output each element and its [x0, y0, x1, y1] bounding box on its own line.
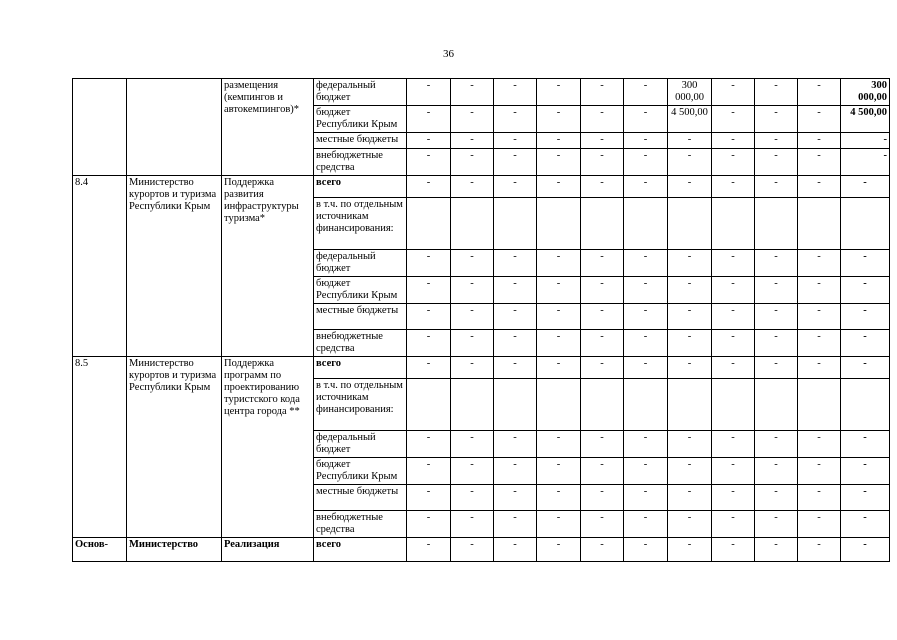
value-cell: -	[451, 304, 494, 330]
empty-cell	[494, 379, 537, 431]
value-cell: -	[537, 250, 581, 277]
value-cell: -	[668, 538, 712, 562]
source-total-cell: всего	[314, 538, 407, 562]
value-cell: -	[494, 485, 537, 511]
executor-cell: Министерство	[127, 538, 222, 562]
value-cell: -	[624, 458, 668, 485]
executor-cell	[127, 79, 222, 176]
value-cell: -	[407, 250, 451, 277]
value-cell: -	[537, 330, 581, 357]
value-cell: -	[668, 357, 712, 379]
activity-cell: размещения (кемпингов и автокемпингов)*	[222, 79, 314, 176]
value-cell: -	[494, 431, 537, 458]
value-cell: -	[624, 304, 668, 330]
value-cell: -	[494, 250, 537, 277]
value-cell: 4 500,00	[668, 106, 712, 133]
value-cell: -	[537, 357, 581, 379]
empty-cell	[798, 379, 841, 431]
value-cell: -	[668, 511, 712, 538]
value-cell: -	[712, 330, 755, 357]
value-cell: -	[624, 133, 668, 149]
value-cell: -	[451, 277, 494, 304]
empty-cell	[581, 379, 624, 431]
source-cell: бюджет Республики Крым	[314, 106, 407, 133]
value-cell: -	[841, 133, 890, 149]
value-cell: -	[755, 538, 798, 562]
activity-cell: Реализация	[222, 538, 314, 562]
empty-cell	[712, 198, 755, 250]
value-cell: -	[841, 458, 890, 485]
value-cell: -	[841, 431, 890, 458]
source-cell: местные бюджеты	[314, 304, 407, 330]
budget-table	[72, 78, 890, 562]
value-cell: -	[537, 485, 581, 511]
value-cell: -	[841, 511, 890, 538]
value-cell: -	[581, 485, 624, 511]
value-cell: -	[494, 511, 537, 538]
value-cell: -	[451, 485, 494, 511]
value-cell: -	[798, 133, 841, 149]
value-cell: -	[494, 277, 537, 304]
source-cell: местные бюджеты	[314, 133, 407, 149]
value-cell: -	[537, 538, 581, 562]
value-cell: -	[841, 330, 890, 357]
value-cell: -	[798, 176, 841, 198]
value-cell: -	[451, 431, 494, 458]
source-cell: внебюджетные средства	[314, 330, 407, 357]
number-cell: 8.5	[73, 357, 127, 538]
empty-cell	[755, 379, 798, 431]
value-cell: -	[581, 250, 624, 277]
value-cell: -	[712, 357, 755, 379]
value-cell: -	[494, 304, 537, 330]
value-cell: -	[581, 79, 624, 106]
value-cell: -	[494, 330, 537, 357]
value-cell: -	[798, 458, 841, 485]
empty-cell	[841, 198, 890, 250]
value-cell: -	[624, 485, 668, 511]
empty-cell	[451, 198, 494, 250]
value-cell: -	[451, 458, 494, 485]
value-cell: 300 000,00	[668, 79, 712, 106]
value-cell: -	[841, 538, 890, 562]
value-cell: -	[755, 277, 798, 304]
value-cell: -	[494, 79, 537, 106]
value-cell: -	[841, 277, 890, 304]
value-cell: -	[668, 458, 712, 485]
value-cell: -	[624, 250, 668, 277]
value-cell: -	[624, 106, 668, 133]
value-cell: -	[712, 79, 755, 106]
value-cell: -	[407, 277, 451, 304]
value-cell: -	[451, 330, 494, 357]
value-cell: -	[755, 304, 798, 330]
value-cell: -	[624, 79, 668, 106]
value-cell: -	[755, 149, 798, 176]
empty-cell	[407, 379, 451, 431]
value-cell: -	[712, 511, 755, 538]
source-cell: бюджет Республики Крым	[314, 458, 407, 485]
value-cell: -	[537, 511, 581, 538]
value-cell: -	[712, 106, 755, 133]
value-cell: -	[581, 431, 624, 458]
value-cell: -	[755, 511, 798, 538]
executor-cell: Министерство курортов и туризма Республики Крым	[127, 176, 222, 357]
value-cell: -	[755, 250, 798, 277]
empty-cell	[624, 198, 668, 250]
value-cell: -	[798, 511, 841, 538]
value-cell: -	[712, 538, 755, 562]
empty-cell	[841, 379, 890, 431]
value-cell: -	[624, 538, 668, 562]
table-row	[73, 79, 890, 106]
value-cell: -	[755, 79, 798, 106]
table-row	[73, 357, 890, 379]
value-cell: 4 500,00	[841, 106, 890, 133]
value-cell: -	[755, 106, 798, 133]
value-cell: -	[798, 357, 841, 379]
empty-cell	[624, 379, 668, 431]
value-cell: -	[494, 357, 537, 379]
value-cell: -	[798, 79, 841, 106]
empty-cell	[451, 379, 494, 431]
value-cell: -	[755, 485, 798, 511]
value-cell: -	[407, 458, 451, 485]
value-cell: -	[624, 511, 668, 538]
value-cell: -	[581, 538, 624, 562]
value-cell: -	[624, 176, 668, 198]
value-cell: -	[798, 485, 841, 511]
value-cell: -	[668, 304, 712, 330]
value-cell: -	[537, 79, 581, 106]
value-cell: -	[712, 431, 755, 458]
value-cell: -	[494, 106, 537, 133]
number-cell: 8.4	[73, 176, 127, 357]
value-cell: -	[451, 79, 494, 106]
value-cell: -	[841, 176, 890, 198]
value-cell: -	[537, 149, 581, 176]
value-cell: -	[755, 458, 798, 485]
table-row	[73, 538, 890, 562]
value-cell: -	[755, 133, 798, 149]
value-cell: -	[841, 357, 890, 379]
value-cell: -	[581, 277, 624, 304]
value-cell: -	[712, 458, 755, 485]
value-cell: -	[407, 357, 451, 379]
empty-cell	[668, 379, 712, 431]
value-cell: -	[624, 330, 668, 357]
value-cell: -	[755, 357, 798, 379]
value-cell: -	[581, 330, 624, 357]
number-cell: Основ-	[73, 538, 127, 562]
value-cell: -	[798, 330, 841, 357]
source-incl-cell: в т.ч. по отдельным источникам финансирования:	[314, 198, 407, 250]
value-cell: -	[494, 538, 537, 562]
source-total-cell: всего	[314, 176, 407, 198]
value-cell: -	[581, 149, 624, 176]
value-cell: -	[537, 176, 581, 198]
value-cell: -	[407, 511, 451, 538]
activity-cell: Поддержка развития инфраструктуры туризма*	[222, 176, 314, 357]
source-cell: федеральный бюджет	[314, 431, 407, 458]
value-cell: -	[494, 133, 537, 149]
number-cell	[73, 79, 127, 176]
value-cell: -	[407, 431, 451, 458]
value-cell: -	[841, 250, 890, 277]
value-cell: -	[798, 538, 841, 562]
value-cell: -	[537, 458, 581, 485]
value-cell: -	[624, 431, 668, 458]
value-cell: -	[668, 133, 712, 149]
value-cell: -	[755, 431, 798, 458]
value-cell: -	[407, 330, 451, 357]
value-cell: -	[798, 431, 841, 458]
value-cell: -	[581, 458, 624, 485]
value-cell: -	[624, 149, 668, 176]
page-number: 36	[443, 48, 454, 60]
value-cell: -	[668, 485, 712, 511]
value-cell: -	[712, 304, 755, 330]
value-cell: -	[537, 133, 581, 149]
value-cell: -	[407, 149, 451, 176]
value-cell: 300 000,00	[841, 79, 890, 106]
value-cell: -	[407, 106, 451, 133]
value-cell: -	[494, 458, 537, 485]
value-cell: -	[407, 176, 451, 198]
value-cell: -	[798, 149, 841, 176]
table-row	[73, 176, 890, 198]
value-cell: -	[755, 176, 798, 198]
value-cell: -	[581, 106, 624, 133]
value-cell: -	[624, 357, 668, 379]
value-cell: -	[712, 149, 755, 176]
value-cell: -	[841, 485, 890, 511]
value-cell: -	[668, 176, 712, 198]
value-cell: -	[581, 304, 624, 330]
source-total-cell: всего	[314, 357, 407, 379]
empty-cell	[581, 198, 624, 250]
value-cell: -	[581, 133, 624, 149]
value-cell: -	[537, 304, 581, 330]
value-cell: -	[451, 357, 494, 379]
source-cell: федеральный бюджет	[314, 250, 407, 277]
value-cell: -	[494, 176, 537, 198]
empty-cell	[537, 198, 581, 250]
source-cell: местные бюджеты	[314, 485, 407, 511]
activity-cell: Поддержка программ по проектированию туристского кода центра города **	[222, 357, 314, 538]
value-cell: -	[668, 277, 712, 304]
value-cell: -	[712, 277, 755, 304]
value-cell: -	[712, 176, 755, 198]
value-cell: -	[798, 277, 841, 304]
value-cell: -	[581, 511, 624, 538]
value-cell: -	[451, 511, 494, 538]
value-cell: -	[581, 357, 624, 379]
value-cell: -	[451, 133, 494, 149]
source-cell: федеральный бюджет	[314, 79, 407, 106]
value-cell: -	[407, 79, 451, 106]
value-cell: -	[537, 277, 581, 304]
source-incl-cell: в т.ч. по отдельным источникам финансирования:	[314, 379, 407, 431]
empty-cell	[668, 198, 712, 250]
value-cell: -	[451, 176, 494, 198]
value-cell: -	[668, 149, 712, 176]
value-cell: -	[624, 277, 668, 304]
source-cell: внебюджетные средства	[314, 511, 407, 538]
value-cell: -	[841, 304, 890, 330]
value-cell: -	[668, 431, 712, 458]
empty-cell	[712, 379, 755, 431]
value-cell: -	[537, 106, 581, 133]
source-cell: бюджет Республики Крым	[314, 277, 407, 304]
empty-cell	[755, 198, 798, 250]
value-cell: -	[841, 149, 890, 176]
value-cell: -	[798, 250, 841, 277]
value-cell: -	[407, 485, 451, 511]
empty-cell	[407, 198, 451, 250]
value-cell: -	[494, 149, 537, 176]
value-cell: -	[798, 106, 841, 133]
value-cell: -	[668, 330, 712, 357]
value-cell: -	[451, 250, 494, 277]
value-cell: -	[537, 431, 581, 458]
value-cell: -	[451, 538, 494, 562]
value-cell: -	[451, 106, 494, 133]
value-cell: -	[407, 538, 451, 562]
value-cell: -	[451, 149, 494, 176]
empty-cell	[798, 198, 841, 250]
value-cell: -	[712, 133, 755, 149]
value-cell: -	[798, 304, 841, 330]
value-cell: -	[668, 250, 712, 277]
source-cell: внебюджетные средства	[314, 149, 407, 176]
value-cell: -	[407, 304, 451, 330]
empty-cell	[494, 198, 537, 250]
empty-cell	[537, 379, 581, 431]
value-cell: -	[407, 133, 451, 149]
executor-cell: Министерство курортов и туризма Республики Крым	[127, 357, 222, 538]
value-cell: -	[712, 485, 755, 511]
value-cell: -	[581, 176, 624, 198]
value-cell: -	[712, 250, 755, 277]
value-cell: -	[755, 330, 798, 357]
